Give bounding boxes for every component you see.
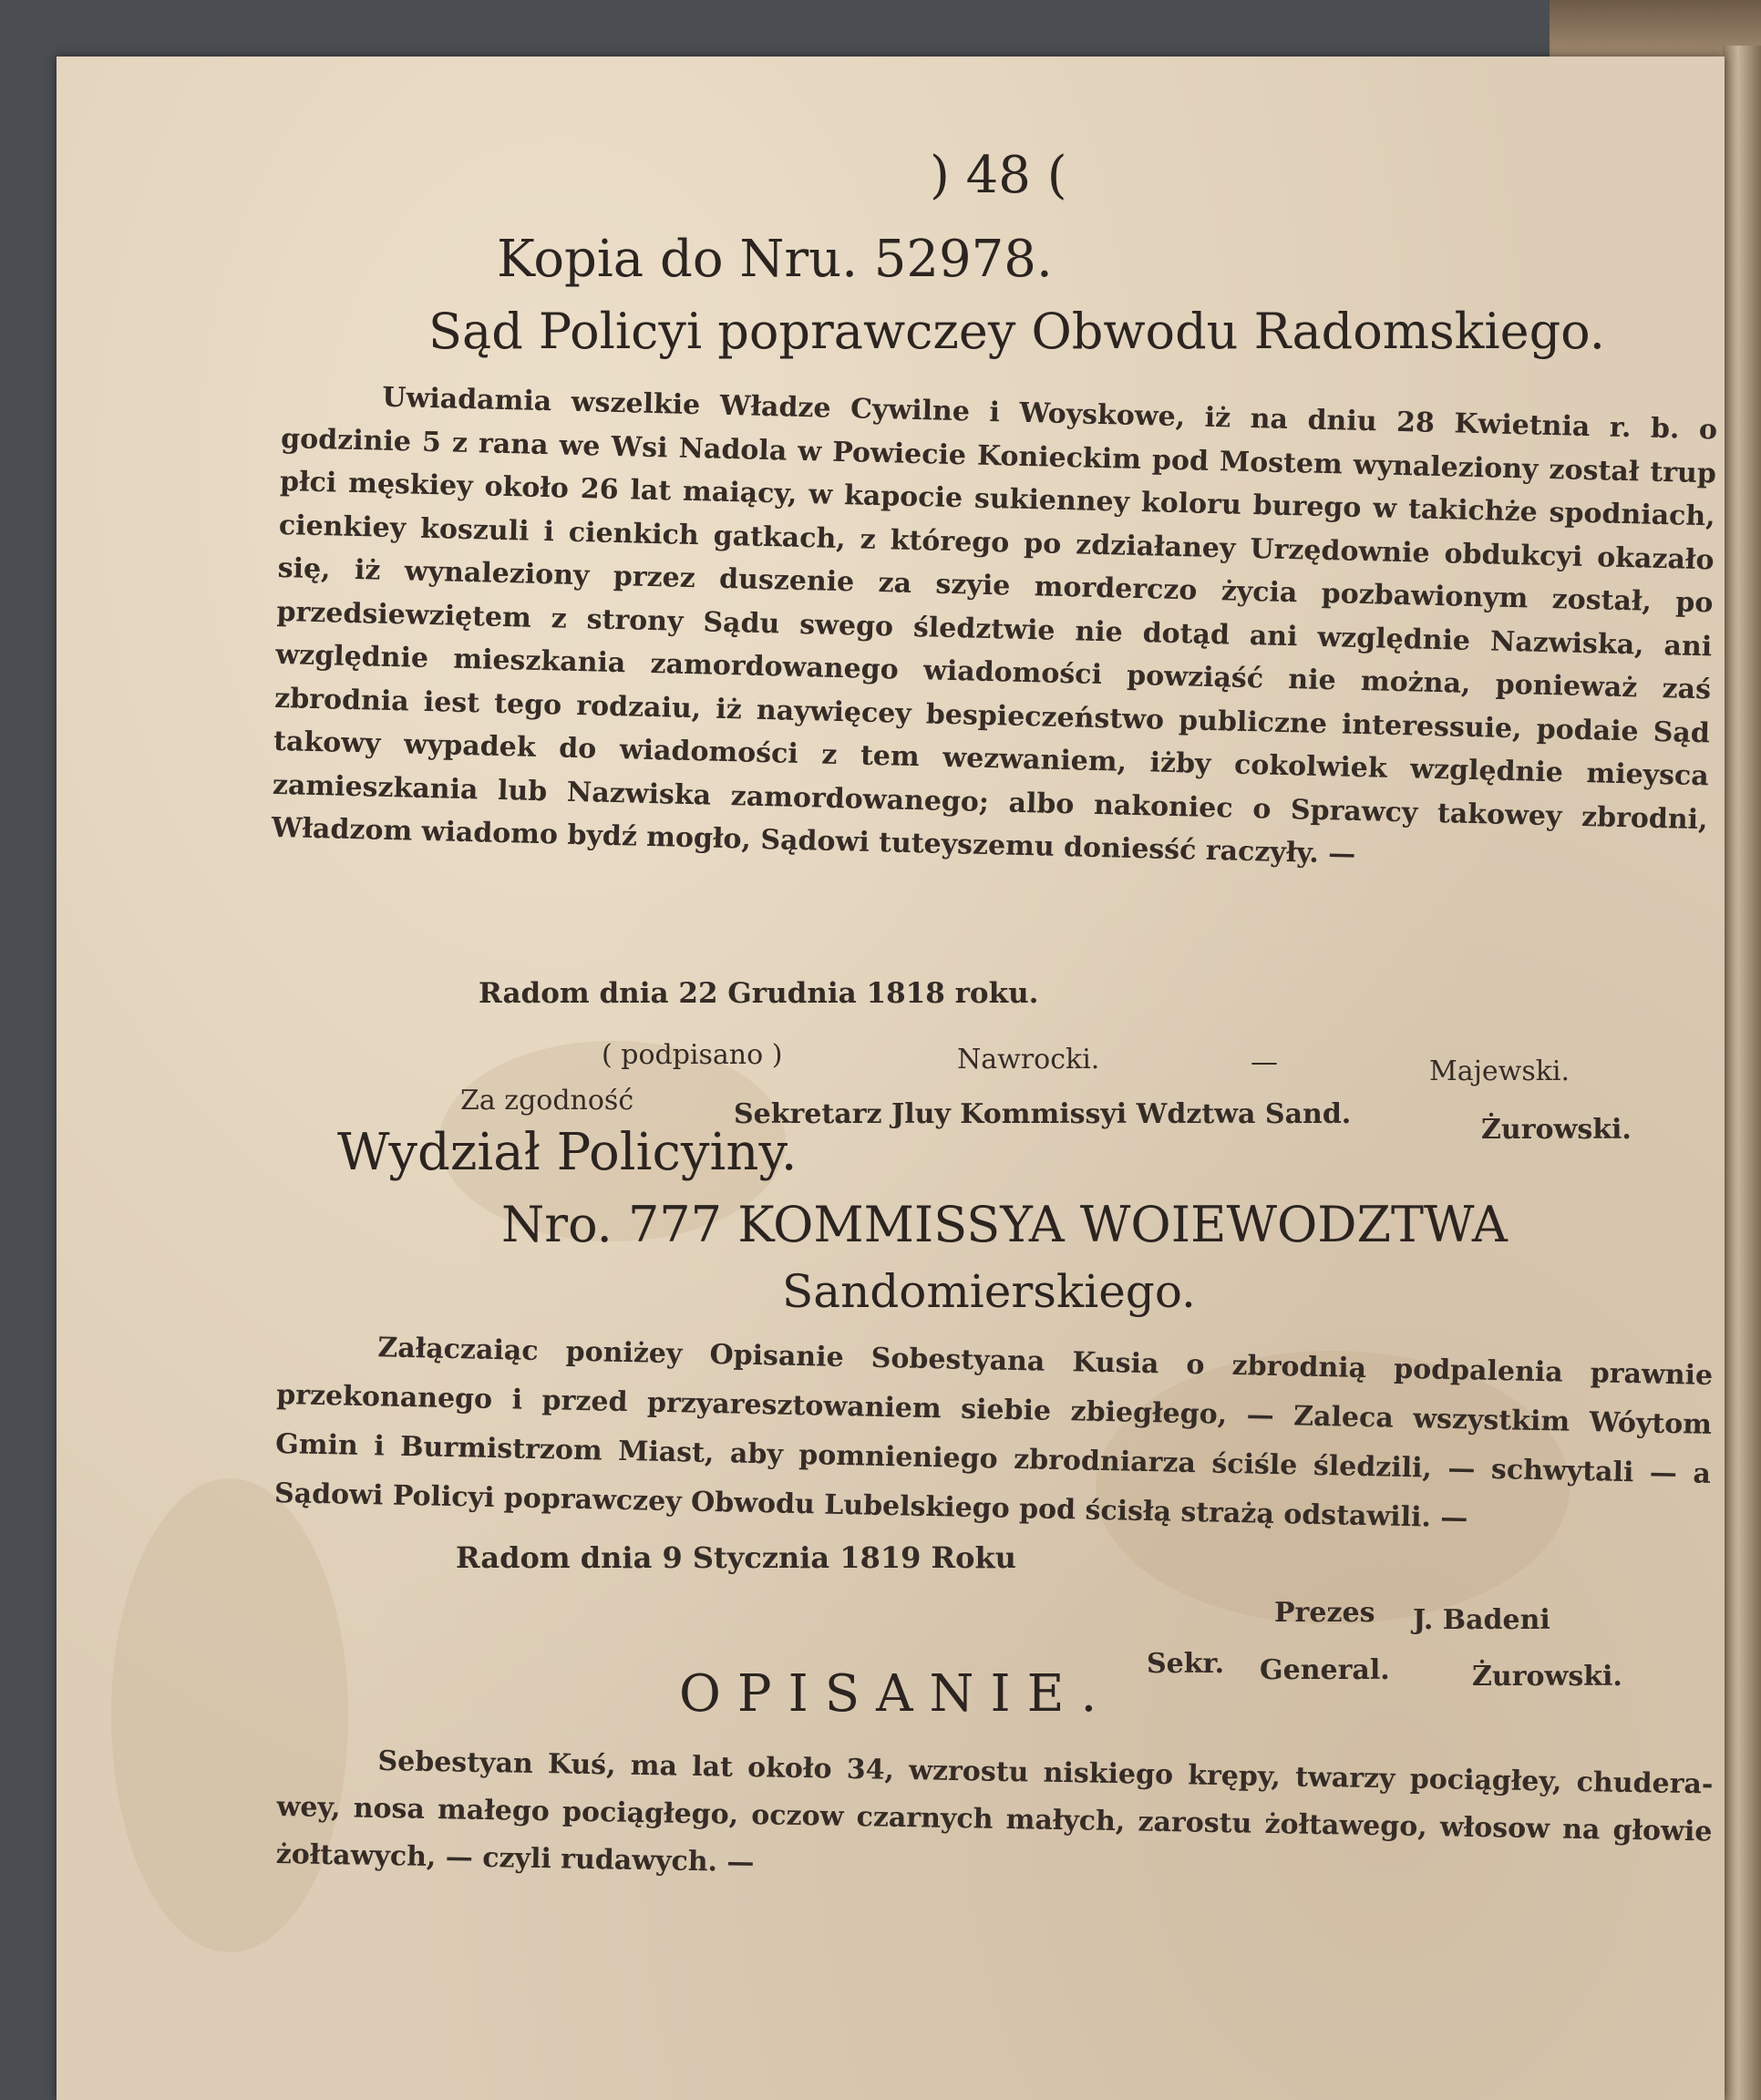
signature-nawrocki: Nawrocki. — [957, 1044, 1100, 1076]
president-name: J. Badeni — [1413, 1604, 1550, 1636]
commission-heading: Nro. 777 KOMMISSYA WOIEWODZTWA — [501, 1196, 1508, 1253]
description-body: Sebestyan Kuś, ma lat około 34, wzrostu niskiego krępy, twarzy pociągłey, chudera-wey, nosa małego pociągłego, oczow czarnych małych, zarostu żołtawego, włosow na głowie żołtawych, — czyli rudawych. — — [275, 1745, 1714, 1879]
secretary-name: Żurowski. — [1472, 1661, 1622, 1693]
secretary-label: Sekr. — [1147, 1648, 1225, 1680]
signed-label: ( podpisano ) — [602, 1039, 783, 1071]
paper-stain — [111, 1478, 348, 1952]
notice-body: Uwiadamia wszelkie Władze Cywilne i Woyskowe, iż na dniu 28 Kwietnia r. b. o godzinie 5 z rana we Wsi Nadola w Powiecie Konieckim pod Mostem wynaleziony został trup płci męskiey około 26 lat maiący, w kapocie sukienney koloru burego w takichże spodniach, cienkiey koszuli i cienkich gatkach, z którego po zdziałaney Urzędownie obdukcyi okazało się, iż wynaleziony przez duszenie za szyie morderczo życia pozbawionym został, po przedsiewziętem z strony Sądu swego śledztwie nie dotąd ani względnie Nazwiska, ani względnie mieszkania zamordowanego wiadomości powziąść nie można, ponieważ zaś zbrodnia iest tego rodzaiu, iż naywięcey bespieczeństwo publiczne interessuie, podaie Sąd takowy wypadek do wiadomości z tem wezwaniem, iżby cokolwiek względnie mieysca zamieszkania lub Nazwiska zamordowanego; albo nakoniec o Sprawcy takowey zbrodni, Władzom wiadomo bydź mogło, Sądowi tuteyszemu doniesść raczyły. — — [271, 381, 1718, 870]
signature-majewski: Majewski. — [1429, 1055, 1570, 1087]
signature-dash: — — [1251, 1046, 1278, 1078]
general-label: General. — [1260, 1654, 1390, 1686]
page-number: ) 48 ( — [930, 146, 1067, 205]
conformity-label: Za zgodność — [460, 1085, 634, 1117]
court-heading: Sąd Policyi poprawczey Obwodu Radomskiego. — [428, 303, 1605, 360]
signature-zurowski: Żurowski. — [1481, 1114, 1632, 1146]
description-heading: OPISANIE. — [679, 1664, 1114, 1724]
voivodeship-heading: Sandomierskiego. — [782, 1265, 1196, 1318]
notice-date: Radom dnia 22 Grudnia 1818 roku. — [479, 977, 1039, 1010]
department-heading: Wydział Policyiny. — [337, 1123, 798, 1182]
president-label: Prezes — [1274, 1597, 1375, 1629]
commission-date: Radom dnia 9 Stycznia 1819 Roku — [456, 1540, 1016, 1575]
book-page-edge — [1723, 46, 1761, 2100]
commission-body: Załączaiąc poniżey Opisanie Sobestyana Kusia o zbrodnią podpalenia prawnie przekonanego i przed przyaresztowaniem siebie zbiegłego, — Zaleca wszystkim Wóytom Gmin i Burmistrzom Miast, aby pomnieniego zbrodniarza ściśle śledzili, — schwytali — a Sądowi Policyi poprawczey Obwodu Lubelskiego pod ścisłą strażą odstawili. — — [273, 1332, 1714, 1535]
secretary-title: Sekretarz Jluy Kommissyi Wdztwa Sand. — [734, 1098, 1352, 1130]
copy-heading: Kopia do Nru. 52978. — [497, 230, 1053, 289]
